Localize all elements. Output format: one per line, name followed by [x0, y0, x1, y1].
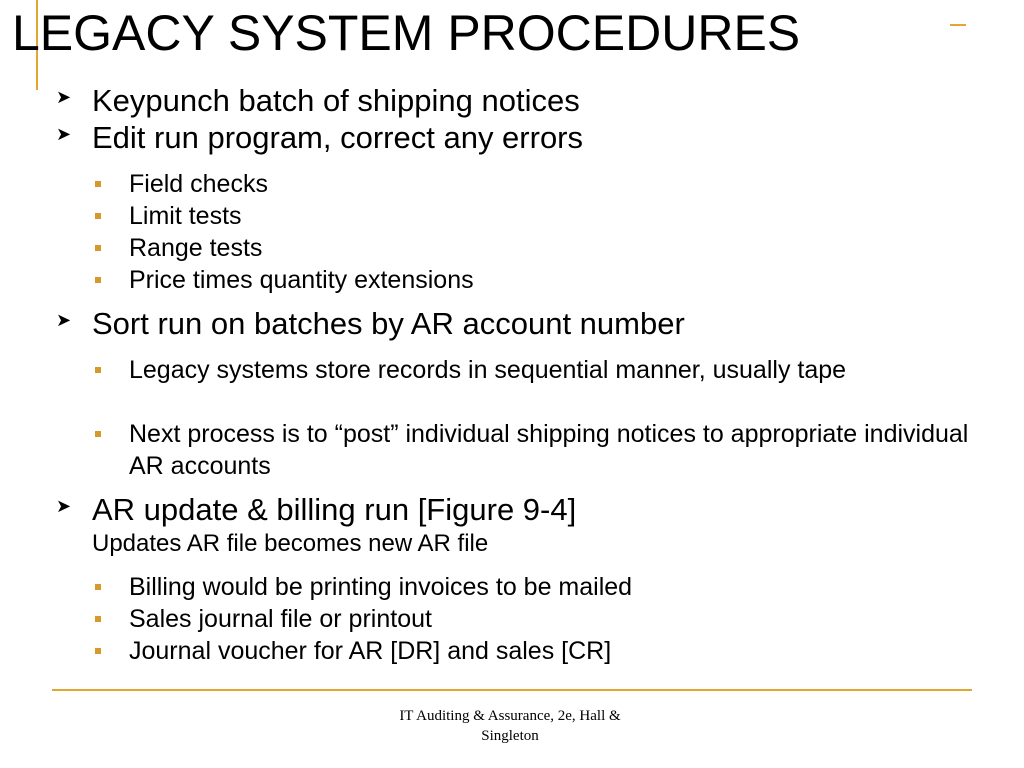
- bullet-level1: [56, 306, 685, 341]
- bullet-text: Journal voucher for AR [DR] and sales [CR]: [129, 637, 612, 665]
- arrow-bullet-icon: ➤: [56, 496, 72, 516]
- square-bullet-icon: [95, 431, 101, 437]
- square-bullet-icon: [95, 367, 101, 373]
- slide-title: LEGACY SYSTEM PROCEDURES: [12, 5, 801, 61]
- bullet-text: AR update & billing run [Figure 9-4]: [92, 492, 577, 527]
- bullet-level2: [129, 200, 979, 232]
- bullet-text: Field checks: [129, 170, 268, 198]
- arrow-bullet-icon: ➤: [56, 124, 72, 144]
- bullet-text: Range tests: [129, 234, 263, 262]
- bullet-level2: [129, 232, 979, 264]
- bullet-level2: [129, 635, 979, 667]
- bullet-text: Edit run program, correct any errors: [92, 120, 584, 155]
- bullet-text: Sales journal file or printout: [129, 605, 432, 633]
- bullet-text: Legacy systems store records in sequential manner, usually tape: [129, 356, 847, 384]
- bullet-continuation-text: Updates AR file becomes new AR file: [92, 530, 489, 557]
- footer-divider: [52, 689, 972, 691]
- square-bullet-icon: [95, 181, 101, 187]
- bullet-text: Limit tests: [129, 202, 242, 230]
- bullet-level1: [56, 83, 580, 118]
- bullet-level2: [129, 354, 979, 386]
- square-bullet-icon: [95, 616, 101, 622]
- bullet-text: Next process is to “post” individual shipping notices to appropriate individual AR accounts: [129, 420, 969, 480]
- arrow-bullet-icon: ➤: [56, 87, 72, 107]
- square-bullet-icon: [95, 245, 101, 251]
- bullet-level1: [56, 120, 584, 155]
- bullet-level2: [129, 603, 979, 635]
- bullet-text: Sort run on batches by AR account number: [92, 306, 685, 341]
- footer-citation: IT Auditing & Assurance, 2e, Hall & Singleton: [399, 708, 621, 744]
- bullet-level2: [129, 168, 979, 200]
- bullet-level2: [129, 418, 979, 482]
- square-bullet-icon: [95, 648, 101, 654]
- bullet-level2: [129, 264, 979, 296]
- arrow-bullet-icon: ➤: [56, 310, 72, 330]
- accent-top-line: [950, 24, 966, 26]
- square-bullet-icon: [95, 277, 101, 283]
- bullet-text: Billing would be printing invoices to be mailed: [129, 573, 633, 601]
- bullet-text: Keypunch batch of shipping notices: [92, 83, 580, 118]
- bullet-level1: [56, 492, 577, 527]
- square-bullet-icon: [95, 213, 101, 219]
- bullet-text: Price times quantity extensions: [129, 266, 474, 294]
- bullet-level2: [129, 571, 979, 603]
- square-bullet-icon: [95, 584, 101, 590]
